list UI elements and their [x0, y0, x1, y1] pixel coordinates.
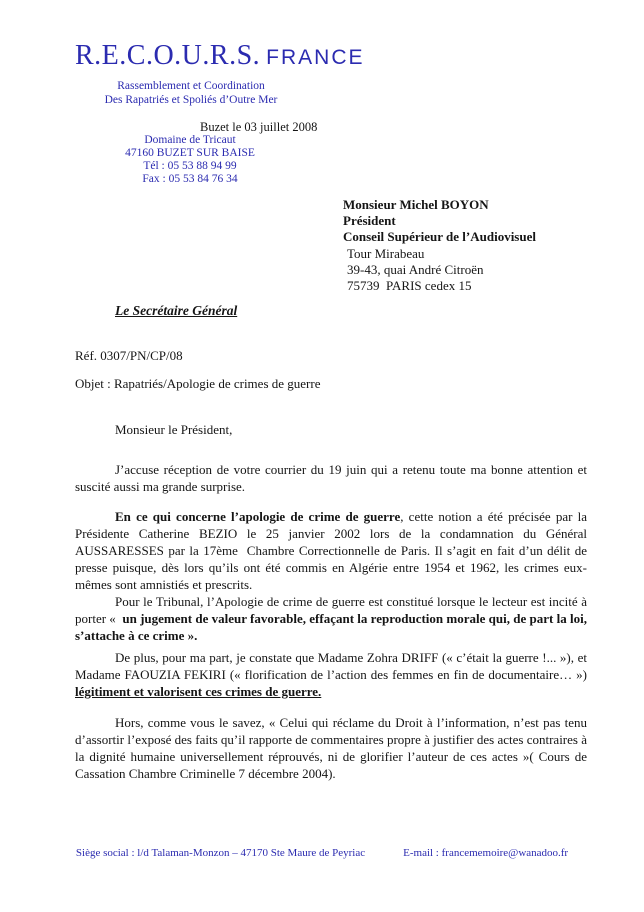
org-name-suffix: FRANCE: [266, 46, 365, 69]
reference-number: Réf. 0307/PN/CP/08: [75, 348, 183, 363]
footer: [0, 847, 644, 859]
paragraph-2-bold-text: En ce qui concerne l’apologie de crime de guerre: [115, 509, 401, 524]
paragraph-5-text: Hors, comme vous le savez, « Celui qui réclame du Droit à l’information, n’est pas tenu d’assortir l’exposé des faits qu’il rapporte de commentaires propre à justifier des actes contraires à la dignité humaine universellement réprouvés, ni de glorifier l’auteur de ces actes »( Cours de Cassation Chambre Criminelle 7 décembre 2004).: [75, 715, 587, 781]
org-subtitle: [88, 80, 294, 107]
paragraph-5: [75, 714, 587, 782]
recipient-address-line-3: 75739 PARIS cedex 15: [347, 278, 472, 294]
recipient-block: [343, 197, 536, 294]
paragraph-3: [75, 593, 587, 644]
sender-phone: Tél : 05 53 88 94 99: [143, 160, 237, 172]
recipient-title: Président: [343, 213, 396, 229]
recipient-address-line-1: Tour Mirabeau: [347, 245, 425, 261]
paragraph-3-text: Pour le Tribunal, l’Apologie de crime de guerre est constitué lorsque le lecteur est incité à porter «: [75, 594, 587, 626]
dateline: Buzet le 03 juillet 2008: [200, 120, 318, 134]
sender-title: Le Secrétaire Général: [115, 303, 238, 318]
recipient-name: Monsieur Michel BOYON: [343, 197, 489, 212]
paragraph-4-bold-underline-text: légitiment et valorisent ces crimes de guerre.: [75, 684, 322, 699]
recipient-organization: Conseil Supérieur de l’Audiovisuel: [343, 229, 536, 245]
salutation: Monsieur le Président,: [115, 422, 233, 437]
paragraph-2: [75, 508, 587, 593]
sender-address-line-2: 47160 BUZET SUR BAISE: [125, 147, 255, 159]
paragraph-1: [75, 461, 587, 495]
paragraph-3-bold-text: un jugement de valeur favorable, effaçant la reproduction morale qui, de part la loi, s’attache à ce crime ».: [75, 611, 587, 643]
subject-line: Objet : Rapatriés/Apologie de crimes de guerre: [75, 376, 321, 391]
letter-body: [75, 421, 587, 782]
sender-fax: Fax : 05 53 84 76 34: [142, 173, 238, 185]
org-subtitle-line-2: Des Rapatriés et Spoliés d’Outre Mer: [104, 93, 278, 106]
paragraph-1-text: J’accuse réception de votre courrier du 19 juin qui a retenu toute ma bonne attention et suscité aussi ma grande surprise.: [75, 462, 587, 494]
footer-email: E-mail : francememoire@wanadoo.fr: [403, 847, 569, 859]
paragraph-4-text: De plus, pour ma part, je constate que Madame Zohra DRIFF (« c’était la guerre !... »), et Madame FAOUZIA FEKIRI (« florification de l’action des femmes en fin de documentaire… »): [75, 650, 587, 682]
letterhead: [75, 40, 365, 72]
sender-address-line-1: Domaine de Tricaut: [144, 134, 236, 146]
org-subtitle-line-1: Rassemblement et Coordination: [117, 80, 265, 92]
footer-registered-office: Siège social : l/d Talaman-Monzon – 47170 Ste Maure de Peyriac: [75, 847, 366, 859]
recipient-address-line-2: 39-43, quai André Citroën: [347, 261, 484, 277]
org-name: R.E.C.O.U.R.S.: [75, 40, 261, 71]
sender-address: [108, 134, 272, 186]
paragraph-2-text: , cette notion a été précisée par la Présidente Catherine BEZIO le 25 janvier 2002 lors de la condamnation du Général AUSSARESSES par la 17ème Chambre Correctionnelle de Paris. Il s’agit en fait d’un délit de presse puisque, dès lors qu’ils ont été commis en Algérie entre 1954 et 1962, les crimes eux-mêmes sont amnistiés et prescrits.: [75, 509, 587, 592]
paragraph-4: [75, 649, 587, 700]
